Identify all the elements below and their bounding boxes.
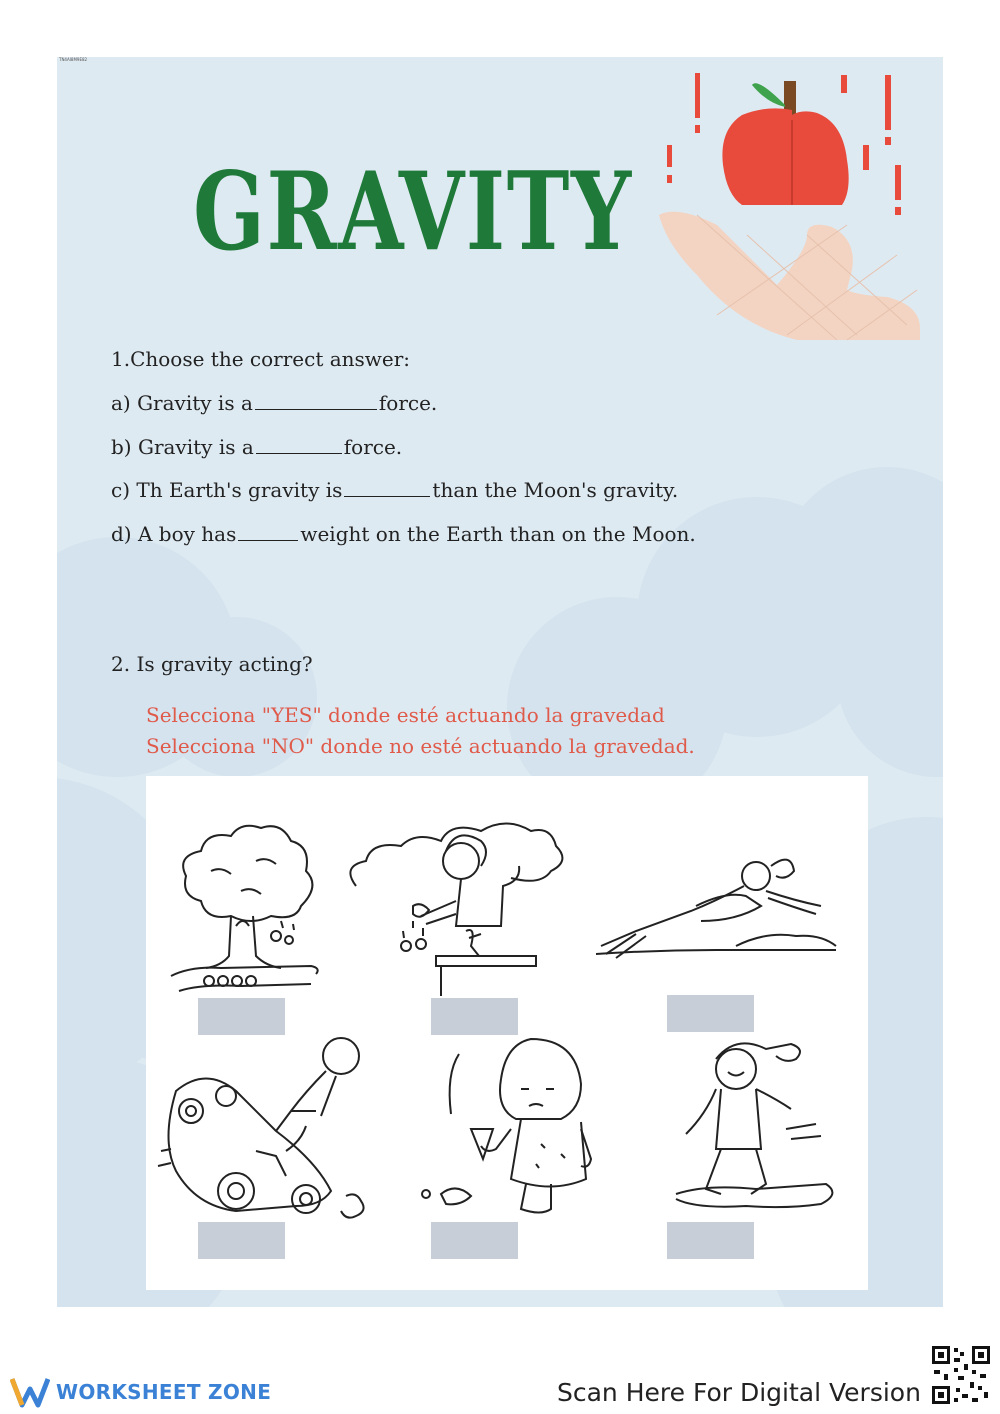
item-b-tail: force. xyxy=(343,435,403,459)
logo-w-icon xyxy=(10,1375,50,1409)
item-c-text: c) Th Earth's gravity is xyxy=(111,478,343,502)
child-on-ice-icon xyxy=(666,1024,866,1224)
worksheet-zone-logo[interactable] xyxy=(10,1375,271,1409)
item-c-blank[interactable] xyxy=(344,478,430,497)
question1-heading: 1.Choose the correct answer: xyxy=(111,347,411,371)
logo-word-worksheet: WORKSHEET xyxy=(56,1380,201,1404)
document-id: TN4AI8M9E82 xyxy=(59,57,88,62)
item-d-tail: weight on the Earth than on the Moon. xyxy=(300,522,696,546)
question1-item-a xyxy=(111,391,437,415)
item-b-text: b) Gravity is a xyxy=(111,435,254,459)
pictures-panel xyxy=(146,776,868,1290)
apple-hand-icon xyxy=(657,65,937,355)
answer-box-4[interactable] xyxy=(198,1222,285,1259)
logo-text xyxy=(56,1380,271,1404)
scan-instruction: Scan Here For Digital Version xyxy=(557,1378,921,1407)
item-a-blank[interactable] xyxy=(255,391,377,410)
tree-falling-apples-icon xyxy=(161,816,326,996)
answer-box-6[interactable] xyxy=(667,1222,754,1259)
instruction-yes: Selecciona "YES" donde esté actuando la gravedad xyxy=(146,703,665,727)
question1-item-b xyxy=(111,435,402,459)
worksheet-page xyxy=(57,57,943,1307)
question1-item-d xyxy=(111,522,696,546)
qr-code-icon[interactable] xyxy=(930,1344,992,1406)
item-a-tail: force. xyxy=(378,391,438,415)
item-c-tail: than the Moon's gravity. xyxy=(432,478,679,502)
page-title: GRAVITY xyxy=(193,149,633,275)
item-d-text: d) A boy has xyxy=(111,522,237,546)
question2-heading: 2. Is gravity acting? xyxy=(111,652,313,676)
answer-box-5[interactable] xyxy=(431,1222,518,1259)
item-a-text: a) Gravity is a xyxy=(111,391,253,415)
question1-item-c xyxy=(111,478,678,502)
item-d-blank[interactable] xyxy=(238,522,298,541)
dropped-ice-cream-icon xyxy=(411,1034,616,1229)
person-flying-icon xyxy=(596,846,846,966)
runaway-car-icon xyxy=(156,1031,381,1231)
instruction-no: Selecciona "NO" donde no esté actuando la gravedad. xyxy=(146,734,695,758)
answer-box-2[interactable] xyxy=(431,998,518,1035)
logo-word-zone: ZONE xyxy=(208,1380,272,1404)
answer-box-1[interactable] xyxy=(198,998,285,1035)
person-dropping-apple-icon xyxy=(341,806,571,996)
item-b-blank[interactable] xyxy=(256,435,342,454)
